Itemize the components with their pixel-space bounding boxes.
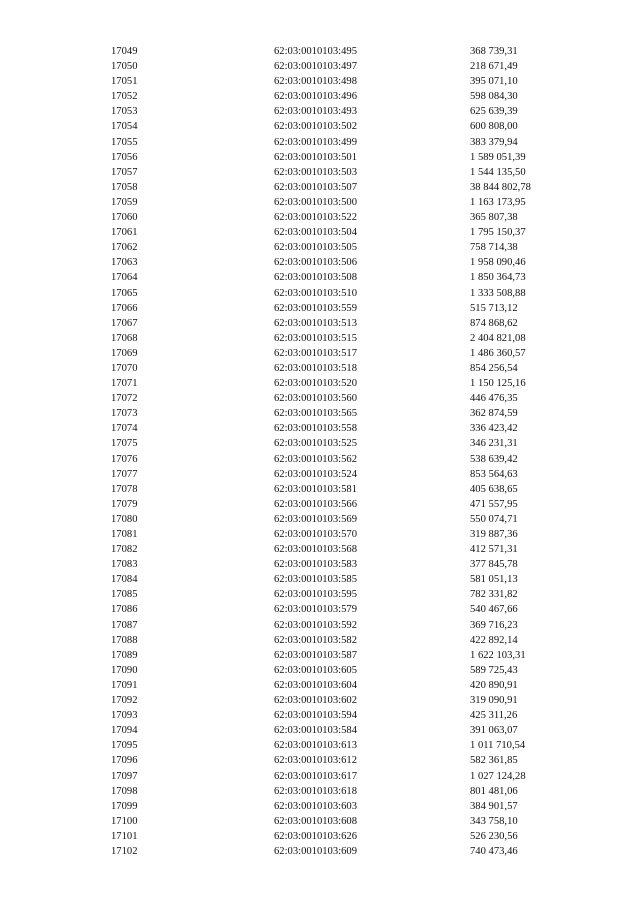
table-row <box>111 376 571 391</box>
table-row <box>111 829 571 844</box>
cadastral-value-cell: 365 807,38 <box>470 212 518 224</box>
table-row <box>111 512 571 527</box>
cadastral-number-cell: 62:03:0010103:506 <box>274 257 357 269</box>
table-row <box>111 693 571 708</box>
cadastral-number-cell: 62:03:0010103:618 <box>274 785 357 797</box>
cadastral-value-cell: 319 887,36 <box>470 529 518 540</box>
record-number-cell: 17075 <box>111 438 138 450</box>
table-row <box>111 74 571 89</box>
record-number-cell: 17067 <box>111 317 138 329</box>
cadastral-number-cell: 62:03:0010103:504 <box>274 227 357 239</box>
cadastral-number-cell: 62:03:0010103:565 <box>274 408 357 420</box>
cadastral-number-cell: 62:03:0010103:499 <box>274 136 357 148</box>
record-number-cell: 17065 <box>111 287 138 299</box>
cadastral-number-cell: 62:03:0010103:497 <box>274 61 357 73</box>
record-number-cell: 17062 <box>111 242 138 254</box>
table-row <box>111 346 571 361</box>
table-row <box>111 542 571 557</box>
record-number-cell: 17091 <box>111 679 138 691</box>
table-row <box>111 618 571 633</box>
record-number-cell: 17070 <box>111 362 138 374</box>
cadastral-value-cell: 218 671,49 <box>470 61 518 73</box>
record-number-cell: 17066 <box>111 302 138 314</box>
cadastral-value-cell: 412 571,31 <box>470 544 518 556</box>
table-row <box>111 572 571 587</box>
record-number-cell: 17089 <box>111 649 138 661</box>
table-row <box>111 331 571 346</box>
record-number-cell: 17093 <box>111 710 138 722</box>
table-row <box>111 587 571 602</box>
cadastral-number-cell: 62:03:0010103:502 <box>274 121 357 133</box>
cadastral-value-cell: 38 844 802,78 <box>470 181 531 193</box>
record-number-cell: 17084 <box>111 574 138 586</box>
table-row <box>111 436 571 451</box>
cadastral-value-cell: 1 163 173,95 <box>470 196 526 208</box>
record-number-cell: 17081 <box>111 529 138 540</box>
cadastral-number-cell: 62:03:0010103:505 <box>274 242 357 254</box>
cadastral-value-cell: 1 150 125,16 <box>470 378 526 390</box>
cadastral-number-cell: 62:03:0010103:518 <box>274 362 357 374</box>
cadastral-value-cell: 854 256,54 <box>470 362 518 374</box>
record-number-cell: 17085 <box>111 589 138 601</box>
record-number-cell: 17079 <box>111 498 138 510</box>
record-number-cell: 17053 <box>111 106 138 118</box>
table-row <box>111 286 571 301</box>
table-row <box>111 753 571 768</box>
cadastral-value-cell: 1 333 508,88 <box>470 287 526 299</box>
record-number-cell: 17092 <box>111 695 138 707</box>
cadastral-value-cell: 377 845,78 <box>470 559 518 571</box>
table-row <box>111 255 571 270</box>
table-row <box>111 663 571 678</box>
cadastral-number-cell: 62:03:0010103:524 <box>274 468 357 480</box>
cadastral-value-cell: 758 714,38 <box>470 242 518 254</box>
record-number-cell: 17102 <box>111 845 138 857</box>
record-number-cell: 17101 <box>111 830 138 842</box>
table-row <box>111 240 571 255</box>
record-number-cell: 17058 <box>111 181 138 193</box>
cadastral-number-cell: 62:03:0010103:613 <box>274 740 357 752</box>
table-row <box>111 270 571 285</box>
cadastral-number-cell: 62:03:0010103:569 <box>274 513 357 525</box>
cadastral-value-cell: 425 311,26 <box>470 710 518 722</box>
record-number-cell: 17090 <box>111 664 138 676</box>
record-number-cell: 17078 <box>111 483 138 495</box>
record-number-cell: 17054 <box>111 121 138 133</box>
cadastral-value-cell: 600 808,00 <box>470 121 518 133</box>
table-row <box>111 482 571 497</box>
table-row <box>111 421 571 436</box>
cadastral-value-cell: 319 090,91 <box>470 695 518 707</box>
cadastral-number-cell: 62:03:0010103:500 <box>274 196 357 208</box>
cadastral-number-cell: 62:03:0010103:626 <box>274 830 357 842</box>
record-number-cell: 17097 <box>111 770 138 782</box>
cadastral-value-cell: 420 890,91 <box>470 679 518 691</box>
cadastral-value-cell: 422 892,14 <box>470 634 518 646</box>
record-number-cell: 17094 <box>111 725 138 737</box>
cadastral-number-cell: 62:03:0010103:513 <box>274 317 357 329</box>
table-row <box>111 150 571 165</box>
cadastral-number-cell: 62:03:0010103:595 <box>274 589 357 601</box>
record-number-cell: 17068 <box>111 332 138 344</box>
table-row <box>111 316 571 331</box>
cadastral-number-cell: 62:03:0010103:525 <box>274 438 357 450</box>
record-number-cell: 17095 <box>111 740 138 752</box>
cadastral-value-cell: 1 850 364,73 <box>470 272 526 284</box>
record-number-cell: 17073 <box>111 408 138 420</box>
cadastral-number-cell: 62:03:0010103:496 <box>274 91 357 103</box>
cadastral-number-cell: 62:03:0010103:503 <box>274 166 357 178</box>
cadastral-number-cell: 62:03:0010103:612 <box>274 755 357 767</box>
cadastral-number-cell: 62:03:0010103:493 <box>274 106 357 118</box>
cadastral-value-cell: 740 473,46 <box>470 845 518 857</box>
cadastral-value-cell: 515 713,12 <box>470 302 518 314</box>
cadastral-value-cell: 384 901,57 <box>470 800 518 812</box>
cadastral-number-cell: 62:03:0010103:587 <box>274 649 357 661</box>
cadastral-value-cell: 582 361,85 <box>470 755 518 767</box>
record-number-cell: 17055 <box>111 136 138 148</box>
record-number-cell: 17069 <box>111 347 138 359</box>
cadastral-number-cell: 62:03:0010103:517 <box>274 347 357 359</box>
table-row <box>111 225 571 240</box>
table-row <box>111 59 571 74</box>
table-row <box>111 844 571 859</box>
cadastral-value-cell: 526 230,56 <box>470 830 518 842</box>
record-number-cell: 17096 <box>111 755 138 767</box>
record-number-cell: 17060 <box>111 212 138 224</box>
cadastral-value-cell: 598 084,30 <box>470 91 518 103</box>
table-row <box>111 557 571 572</box>
table-row <box>111 301 571 316</box>
record-number-cell: 17080 <box>111 513 138 525</box>
table-row <box>111 361 571 376</box>
table-row <box>111 44 571 59</box>
cadastral-number-cell: 62:03:0010103:602 <box>274 695 357 707</box>
cadastral-number-cell: 62:03:0010103:495 <box>274 46 357 57</box>
table-row <box>111 814 571 829</box>
record-number-cell: 17061 <box>111 227 138 239</box>
record-number-cell: 17057 <box>111 166 138 178</box>
table-row <box>111 784 571 799</box>
table-row <box>111 391 571 406</box>
table-row <box>111 497 571 512</box>
table-row <box>111 406 571 421</box>
cadastral-value-cell: 362 874,59 <box>470 408 518 420</box>
table-row <box>111 723 571 738</box>
record-number-cell: 17086 <box>111 604 138 616</box>
record-number-cell: 17074 <box>111 423 138 435</box>
cadastral-number-cell: 62:03:0010103:592 <box>274 619 357 631</box>
cadastral-number-cell: 62:03:0010103:581 <box>274 483 357 495</box>
cadastral-value-cell: 874 868,62 <box>470 317 518 329</box>
table-row <box>111 648 571 663</box>
table-row <box>111 165 571 180</box>
table-row <box>111 799 571 814</box>
cadastral-number-cell: 62:03:0010103:583 <box>274 559 357 571</box>
record-number-cell: 17088 <box>111 634 138 646</box>
table-row <box>111 104 571 119</box>
record-number-cell: 17072 <box>111 393 138 405</box>
table-row <box>111 633 571 648</box>
record-number-cell: 17059 <box>111 196 138 208</box>
record-number-cell: 17077 <box>111 468 138 480</box>
cadastral-value-cell: 589 725,43 <box>470 664 518 676</box>
cadastral-value-cell: 550 074,71 <box>470 513 518 525</box>
record-number-cell: 17050 <box>111 61 138 73</box>
cadastral-number-cell: 62:03:0010103:507 <box>274 181 357 193</box>
cadastral-number-cell: 62:03:0010103:594 <box>274 710 357 722</box>
cadastral-number-cell: 62:03:0010103:501 <box>274 151 357 163</box>
cadastral-value-cell: 405 638,65 <box>470 483 518 495</box>
record-number-cell: 17063 <box>111 257 138 269</box>
record-number-cell: 17083 <box>111 559 138 571</box>
cadastral-value-cell: 471 557,95 <box>470 498 518 510</box>
record-number-cell: 17049 <box>111 46 138 57</box>
table-row <box>111 738 571 753</box>
cadastral-number-cell: 62:03:0010103:582 <box>274 634 357 646</box>
record-number-cell: 17100 <box>111 815 138 827</box>
table-row <box>111 769 571 784</box>
record-number-cell: 17056 <box>111 151 138 163</box>
cadastral-number-cell: 62:03:0010103:510 <box>274 287 357 299</box>
table-row <box>111 678 571 693</box>
cadastral-number-cell: 62:03:0010103:603 <box>274 800 357 812</box>
record-number-cell: 17082 <box>111 544 138 556</box>
cadastral-value-cell: 538 639,42 <box>470 453 518 465</box>
cadastral-value-table <box>111 44 571 859</box>
cadastral-value-cell: 1 958 090,46 <box>470 257 526 269</box>
cadastral-number-cell: 62:03:0010103:570 <box>274 529 357 540</box>
table-row <box>111 135 571 150</box>
cadastral-value-cell: 1 027 124,28 <box>470 770 526 782</box>
cadastral-number-cell: 62:03:0010103:566 <box>274 498 357 510</box>
record-number-cell: 17076 <box>111 453 138 465</box>
table-row <box>111 467 571 482</box>
cadastral-number-cell: 62:03:0010103:562 <box>274 453 357 465</box>
table-row <box>111 452 571 467</box>
cadastral-number-cell: 62:03:0010103:515 <box>274 332 357 344</box>
cadastral-value-cell: 2 404 821,08 <box>470 332 526 344</box>
cadastral-value-cell: 395 071,10 <box>470 76 518 88</box>
cadastral-number-cell: 62:03:0010103:558 <box>274 423 357 435</box>
record-number-cell: 17098 <box>111 785 138 797</box>
table-row <box>111 527 571 542</box>
cadastral-number-cell: 62:03:0010103:498 <box>274 76 357 88</box>
record-number-cell: 17052 <box>111 91 138 103</box>
cadastral-number-cell: 62:03:0010103:522 <box>274 212 357 224</box>
table-row <box>111 119 571 134</box>
cadastral-value-cell: 446 476,35 <box>470 393 518 405</box>
cadastral-number-cell: 62:03:0010103:568 <box>274 544 357 556</box>
cadastral-value-cell: 801 481,06 <box>470 785 518 797</box>
cadastral-value-cell: 336 423,42 <box>470 423 518 435</box>
cadastral-number-cell: 62:03:0010103:617 <box>274 770 357 782</box>
cadastral-value-cell: 1 544 135,50 <box>470 166 526 178</box>
cadastral-value-cell: 1 589 051,39 <box>470 151 526 163</box>
cadastral-number-cell: 62:03:0010103:605 <box>274 664 357 676</box>
cadastral-number-cell: 62:03:0010103:584 <box>274 725 357 737</box>
cadastral-value-cell: 368 739,31 <box>470 46 518 57</box>
table-body <box>111 44 571 859</box>
table-row <box>111 602 571 617</box>
cadastral-value-cell: 853 564,63 <box>470 468 518 480</box>
cadastral-number-cell: 62:03:0010103:609 <box>274 845 357 857</box>
cadastral-number-cell: 62:03:0010103:608 <box>274 815 357 827</box>
cadastral-number-cell: 62:03:0010103:559 <box>274 302 357 314</box>
cadastral-value-cell: 625 639,39 <box>470 106 518 118</box>
table-row <box>111 195 571 210</box>
cadastral-number-cell: 62:03:0010103:508 <box>274 272 357 284</box>
cadastral-value-cell: 383 379,94 <box>470 136 518 148</box>
cadastral-number-cell: 62:03:0010103:520 <box>274 378 357 390</box>
cadastral-value-cell: 1 486 360,57 <box>470 347 526 359</box>
table-row <box>111 89 571 104</box>
cadastral-value-cell: 391 063,07 <box>470 725 518 737</box>
table-row <box>111 210 571 225</box>
cadastral-number-cell: 62:03:0010103:560 <box>274 393 357 405</box>
cadastral-value-cell: 1 622 103,31 <box>470 649 526 661</box>
cadastral-value-cell: 1 011 710,54 <box>470 740 526 752</box>
cadastral-value-cell: 782 331,82 <box>470 589 518 601</box>
cadastral-number-cell: 62:03:0010103:579 <box>274 604 357 616</box>
record-number-cell: 17087 <box>111 619 138 631</box>
table-row <box>111 708 571 723</box>
cadastral-value-cell: 540 467,66 <box>470 604 518 616</box>
cadastral-value-cell: 369 716,23 <box>470 619 518 631</box>
cadastral-value-cell: 343 758,10 <box>470 815 518 827</box>
record-number-cell: 17099 <box>111 800 138 812</box>
cadastral-value-cell: 581 051,13 <box>470 574 518 586</box>
record-number-cell: 17071 <box>111 378 138 390</box>
record-number-cell: 17051 <box>111 76 138 88</box>
table-row <box>111 180 571 195</box>
cadastral-number-cell: 62:03:0010103:604 <box>274 679 357 691</box>
record-number-cell: 17064 <box>111 272 138 284</box>
cadastral-number-cell: 62:03:0010103:585 <box>274 574 357 586</box>
cadastral-value-cell: 1 795 150,37 <box>470 227 526 239</box>
cadastral-value-cell: 346 231,31 <box>470 438 518 450</box>
